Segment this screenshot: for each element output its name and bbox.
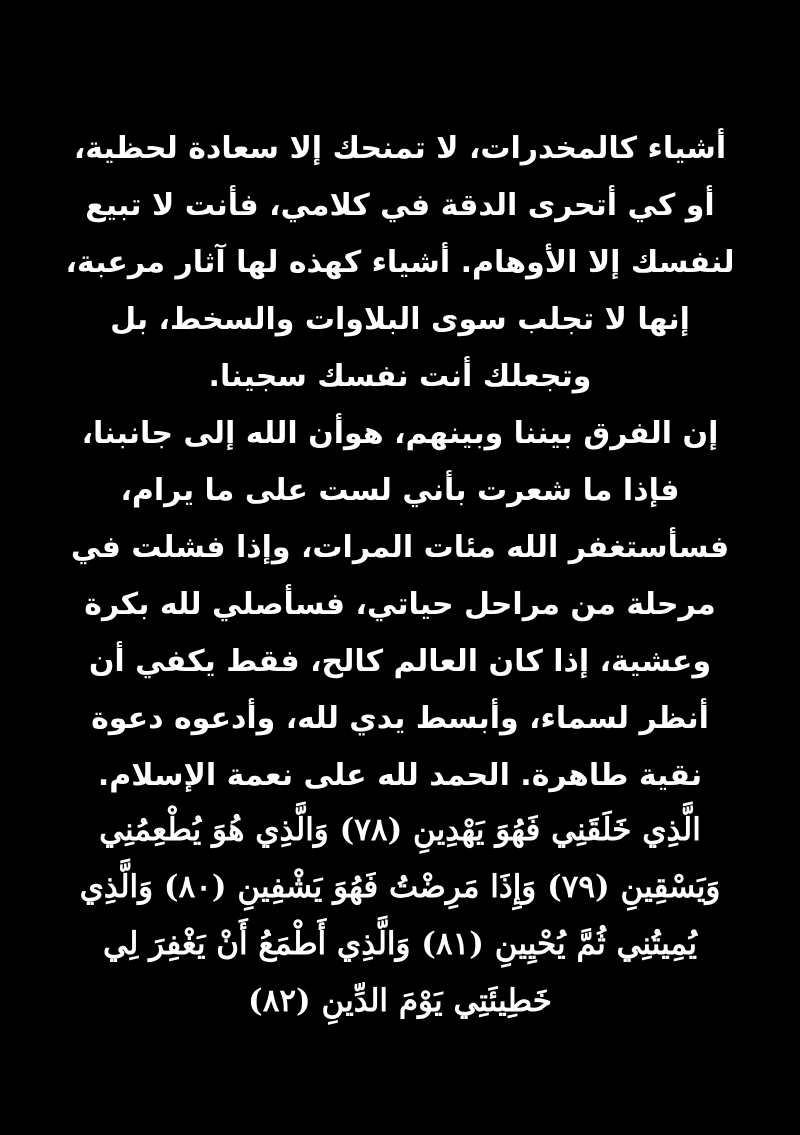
paragraph-2: إن الفرق بيننا وبينهم، هوأن الله إلى جانبنا، فإذا ما شعرت بأني لست على ما يرام، فسأستغفر الله مئات المرات، وإذا فشلت في مرحلة من مراحل حياتي، فسأصلي لله بكرة وعشية، إذا كان العالم كالح، فقط يكفي أن أنظر لسماء، وأبسط يدي لله، وأدعوه دعوة نقية طاهرة. الحمد لله على نعمة الإسلام. [70, 416, 730, 793]
quran-verse: الَّذِي خَلَقَنِي فَهُوَ يَهْدِينِ (٧٨) وَالَّذِي هُوَ يُطْعِمُنِي وَيَسْقِينِ (٧٩) وَإِذَا مَرِضْتُ فَهُوَ يَشْفِينِ (٨٠) وَالَّذِي يُمِيتُنِي ثُمَّ يُحْيِينِ (٨١) وَالَّذِي أَطْمَعُ أَنْ يَغْفِرَ لِي خَطِيئَتِي يَوْمَ الدِّينِ (٨٢) [79, 812, 721, 1019]
quran-verse-section [62, 802, 738, 1030]
prose-section [62, 120, 738, 804]
paragraph-1: أشياء كالمخدرات، لا تمنحك إلا سعادة لحظية، أو كي أتحرى الدقة في كلامي، فأنت لا تبيع لنفسك إلا الأوهام. أشياء كهذه لها آثار مرعبة، إنها لا تجلب سوى البلاوات والسخط، بل وتجعلك أنت نفسك سجينا. [65, 131, 735, 394]
